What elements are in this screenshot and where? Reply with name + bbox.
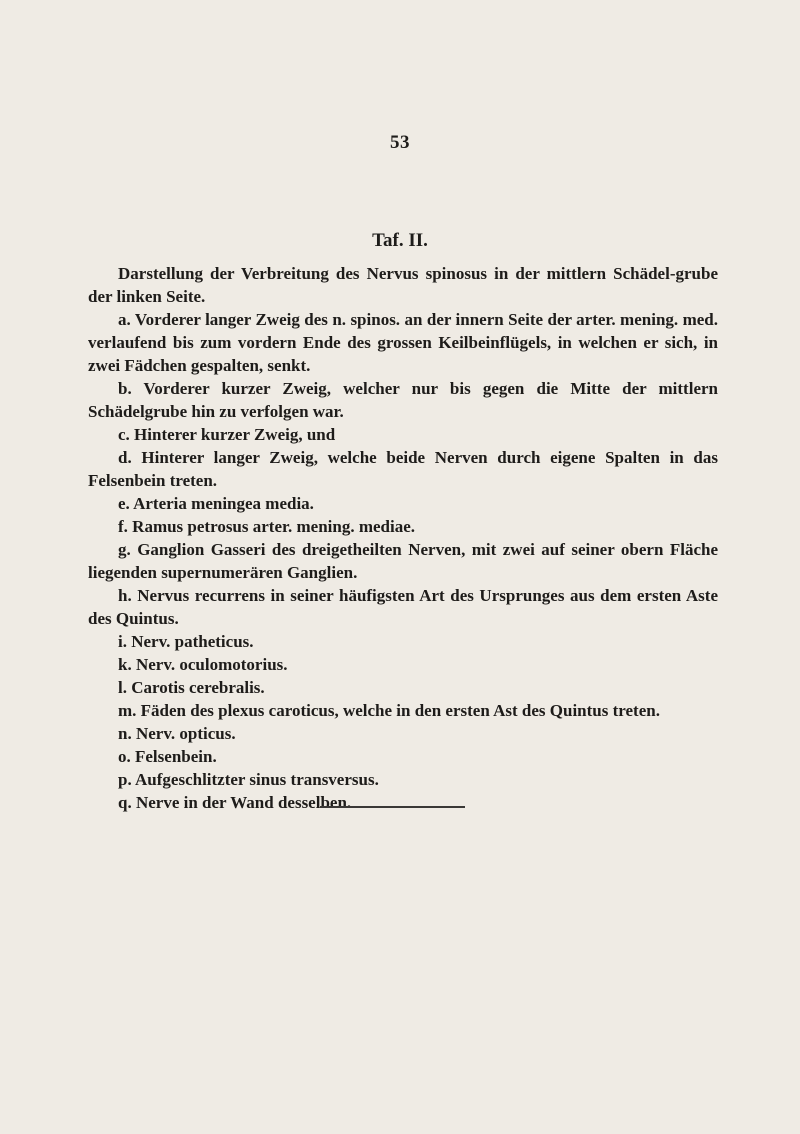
page-number: 53 xyxy=(390,132,410,153)
legend-text xyxy=(88,262,718,814)
legend-item-c: c. Hinterer kurzer Zweig, und xyxy=(118,425,336,444)
legend-item-a: a. Vorderer langer Zweig des n. spinos. an der innern Seite der arter. mening. med. verlaufend bis zum vordern Ende des grossen Keilbeinflügels, in welchen er sich, in zwei Fädchen gespalten, senkt. xyxy=(88,310,718,375)
plate-title: Taf. II. xyxy=(372,230,428,251)
legend-item-k: k. Nerv. oculomotorius. xyxy=(118,655,288,674)
legend-item-g: g. Ganglion Gasseri des dreigetheilten Nerven, mit zwei auf seiner obern Fläche liegenden supernumerären Ganglien. xyxy=(88,540,718,582)
legend-item-d: d. Hinterer langer Zweig, welche beide Nerven durch eigene Spalten in das Felsenbein treten. xyxy=(88,448,718,490)
legend-item-i: i. Nerv. patheticus. xyxy=(118,632,254,651)
legend-item-e: e. Arteria meningea media. xyxy=(118,494,314,513)
legend-item-p: p. Aufgeschlitzter sinus transversus. xyxy=(118,770,379,789)
legend-item-f: f. Ramus petrosus arter. mening. mediae. xyxy=(118,517,416,536)
legend-item-o: o. Felsenbein. xyxy=(118,747,217,766)
legend-item-q: q. Nerve in der Wand desselben. xyxy=(118,793,352,812)
legend-item-n: n. Nerv. opticus. xyxy=(118,724,236,743)
closing-rule xyxy=(320,806,465,808)
legend-item-m: m. Fäden des plexus caroticus, welche in den ersten Ast des Quintus treten. xyxy=(118,701,660,720)
intro-paragraph: Darstellung der Verbreitung des Nervus spinosus in der mittlern Schädel-grube der linken Seite. xyxy=(88,264,718,306)
legend-item-l: l. Carotis cerebralis. xyxy=(118,678,265,697)
legend-item-b: b. Vorderer kurzer Zweig, welcher nur bis gegen die Mitte der mittlern Schädelgrube hin zu verfolgen war. xyxy=(88,379,718,421)
legend-item-h: h. Nervus recurrens in seiner häufigsten Art des Ursprunges aus dem ersten Aste des Quintus. xyxy=(88,586,718,628)
